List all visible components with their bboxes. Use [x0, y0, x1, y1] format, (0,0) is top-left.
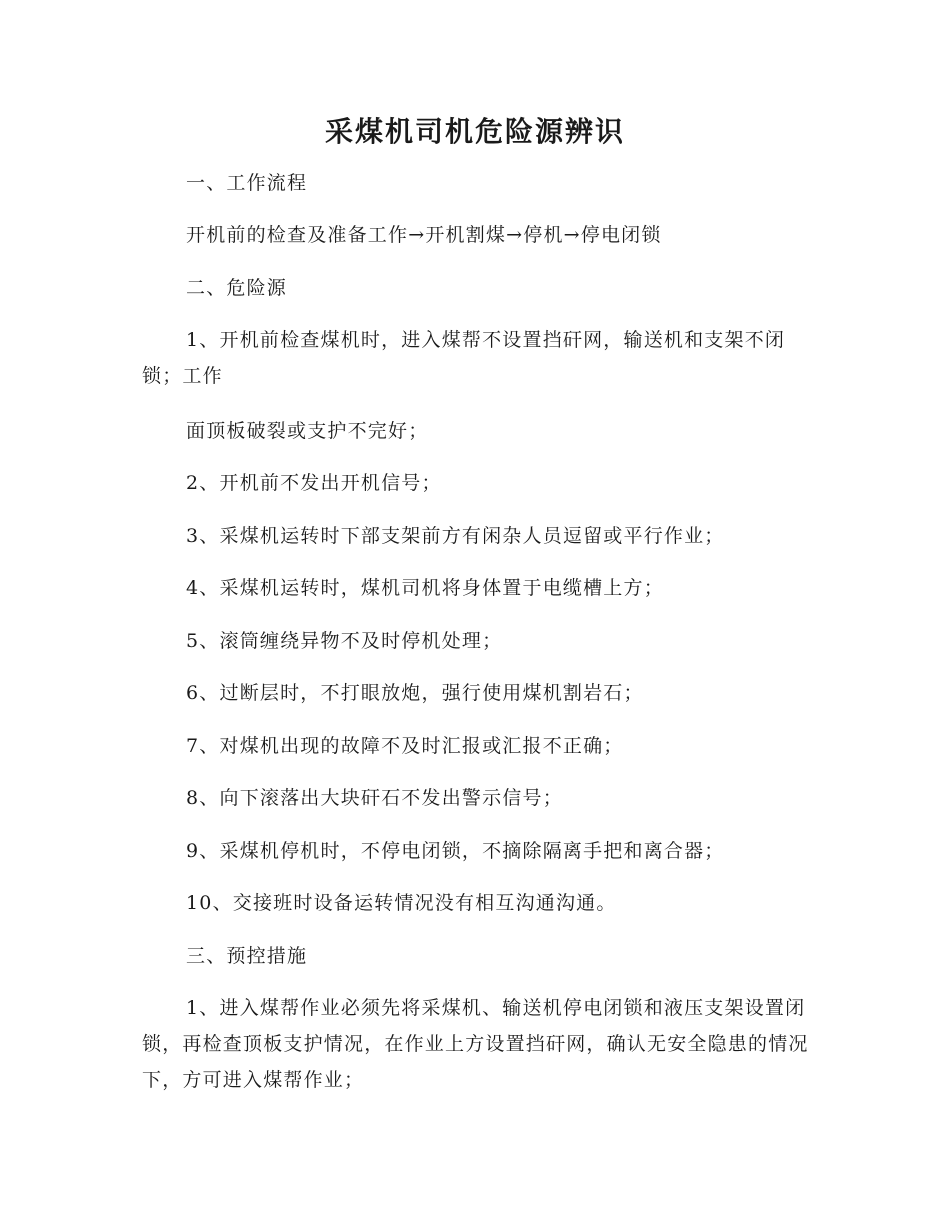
section-heading-workflow: 一、工作流程 — [186, 172, 308, 194]
hazard-item-8: 8、向下滚落出大块矸石不发出警示信号； — [186, 787, 563, 809]
document-title: 采煤机司机危险源辨识 — [324, 115, 625, 148]
hazard-item-7: 7、对煤机出现的故障不及时汇报或汇报不正确； — [186, 735, 624, 757]
hazard-item-5: 5、滚筒缠绕异物不及时停机处理； — [186, 630, 503, 652]
workflow-text: 开机前的检查及准备工作→开机割煤→停机→停电闭锁 — [186, 224, 662, 246]
hazard-item-3: 3、采煤机运转时下部支架前方有闲杂人员逗留或平行作业； — [186, 525, 725, 547]
hazard-item-4: 4、采煤机运转时，煤机司机将身体置于电缆槽上方； — [186, 577, 664, 599]
hazard-item-10: 10、交接班时设备运转情况没有相互沟通沟通。 — [186, 892, 617, 914]
section-heading-hazards: 二、危险源 — [186, 277, 288, 299]
hazard-item-1: 1、开机前检查煤机时，进入煤帮不设置挡矸网，输送机和支架不闭锁；工作 — [142, 329, 786, 387]
hazard-item-6: 6、过断层时，不打眼放炮，强行使用煤机割岩石； — [186, 682, 644, 704]
hazard-item-9: 9、采煤机停机时，不停电闭锁，不摘除隔离手把和离合器； — [186, 840, 725, 862]
control-item-1: 1、进入煤帮作业必须先将采煤机、输送机停电闭锁和液压支架设置闭锁，再检查顶板支护情况，在作业上方设置挡矸网，确认无安全隐患的情况下，方可进入煤帮作业； — [142, 997, 809, 1091]
section-heading-controls: 三、预控措施 — [186, 945, 308, 967]
hazard-item-1-continued: 面顶板破裂或支护不完好； — [186, 420, 429, 442]
hazard-item-2: 2、开机前不发出开机信号； — [186, 472, 442, 494]
